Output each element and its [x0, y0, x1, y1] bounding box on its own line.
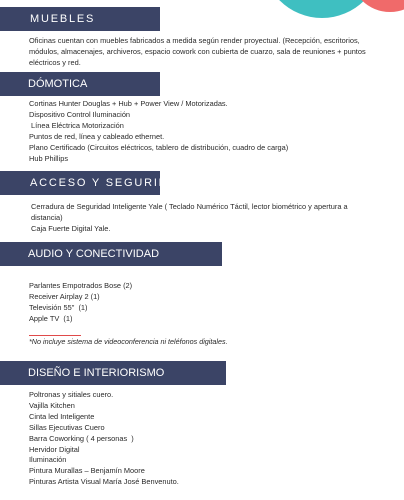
list-item: distancia): [31, 212, 63, 222]
list-item: Línea Eléctrica Motorización: [29, 120, 124, 130]
list-item: Iluminación: [29, 455, 67, 465]
section-header-diseno-interiorismo: DISEÑO E INTERIORISMO: [0, 361, 226, 385]
section-header-muebles: MUEBLES: [0, 7, 160, 31]
list-item: Plano Certificado (Circuitos eléctricos, tablero de distribución, cuadro de carga): [29, 142, 289, 152]
list-item: Parlantes Empotrados Bose (2): [29, 281, 133, 290]
list-item: Hub Phillips: [29, 153, 69, 163]
list-item: Vajilla Kitchen: [29, 400, 75, 410]
muebles-description: Oficinas cuentan con muebles fabricados a medida según render proyectual. (Recepción, escritorios, módulos, almacenajes, archiveros, espacio cowork con cubierta de cuarzo, sala de reuniones + puntos eléctricos y red.: [29, 36, 366, 67]
list-item: Dispositivo Control Iluminación: [29, 109, 131, 119]
list-item: Pinturas Artista Visual María José Benvenuto.: [29, 477, 179, 487]
acceso-list: [31, 202, 348, 235]
list-item: Cortinas Hunter Douglas + Hub + Power View / Motorizadas.: [29, 99, 228, 108]
section-header-acceso-seguridad: ACCESO Y SEGURIDAD: [0, 171, 160, 195]
list-item: Receiver Airplay 2 (1): [29, 291, 100, 301]
spellcheck-underline: [29, 335, 81, 336]
list-item: Sillas Ejecutivas Cuero: [29, 422, 105, 432]
section-header-domotica: DÓMOTICA: [0, 72, 160, 96]
list-item: Poltronas y sitiales cuero.: [29, 390, 114, 399]
domotica-list: [29, 99, 288, 164]
list-item: Cinta led Inteligente: [29, 411, 95, 421]
audio-list: [29, 281, 132, 325]
list-item: Cerradura de Seguridad Inteligente Yale ( Teclado Numérico Táctil, lector biométrico y apertura a: [31, 202, 348, 211]
list-item: Caja Fuerte Digital Yale.: [31, 223, 111, 233]
audio-footnote: *No incluye sistema de videoconferencia ni teléfonos digitales.: [29, 337, 228, 346]
list-item: Barra Coworking ( 4 personas ): [29, 433, 134, 443]
list-item: Hervidor Digital: [29, 444, 80, 454]
list-item: Apple TV (1): [29, 313, 73, 323]
list-item: Televisión 55" (1): [29, 302, 88, 312]
diseno-list: [29, 390, 179, 488]
list-item: Pintura Murallas – Benjamín Moore: [29, 466, 145, 476]
section-header-audio-conectividad: AUDIO Y CONECTIVIDAD: [0, 242, 222, 266]
list-item: Puntos de red, línea y cableado ethernet.: [29, 131, 165, 141]
